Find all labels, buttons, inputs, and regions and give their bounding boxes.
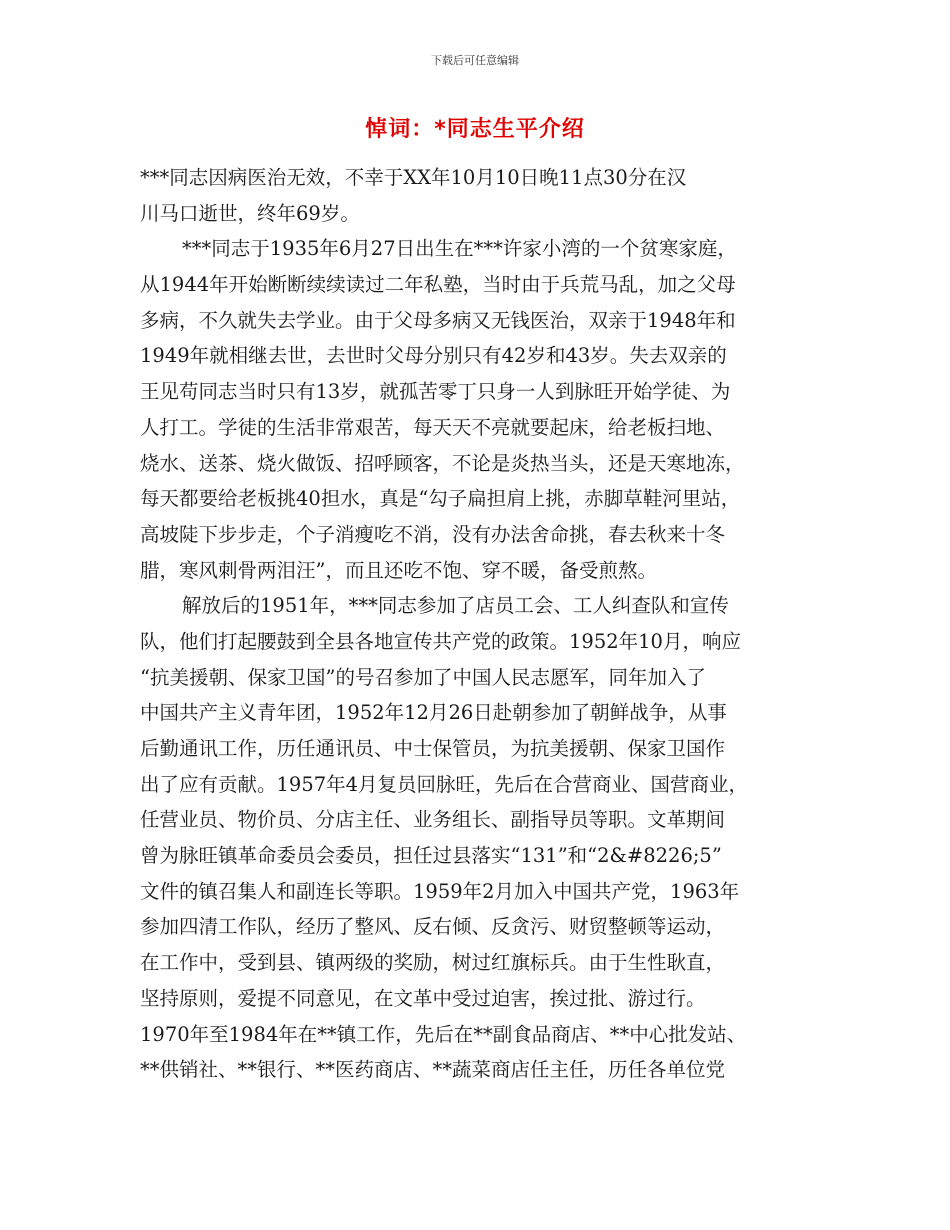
- text-line: ***同志于1935年6月27日出生在***许家小湾的一个贫寒家庭，: [182, 237, 737, 261]
- text-line: 在工作中，受到县、镇两级的奖励，树过红旗标兵。由于生性耿直，: [140, 951, 726, 975]
- text-line: 1949年就相继去世，去世时父母分别只有42岁和43岁。失去双亲的: [140, 344, 727, 368]
- document-body: [140, 160, 812, 1088]
- text-line: 解放后的1951年，***同志参加了店员工会、工人纠查队和宣传: [182, 594, 729, 618]
- text-line: 从1944年开始断断续续读过二年私塾，当时由于兵荒马乱，加之父母: [140, 273, 736, 297]
- text-line: 坚持原则，爱提不同意见，在文革中受过迫害，挨过批、游过行。: [140, 986, 706, 1010]
- text-line: 曾为脉旺镇革命委员会委员，担任过县落实“131”和“2&#8226;5”: [140, 844, 722, 868]
- text-line: 川马口逝世，终年69岁。: [140, 201, 360, 225]
- text-line: 1970年至1984年在**镇工作，先后在**副食品商店、**中心批发站、: [140, 1022, 747, 1046]
- text-line: 烧水、送茶、烧火做饭、招呼顾客，不论是炎热当头，还是天寒地冻，: [140, 451, 745, 475]
- text-line: 任营业员、物价员、分店主任、业务组长、副指导员等职。文革期间: [140, 808, 726, 832]
- page-header: 下载后可任意编辑: [431, 54, 519, 67]
- text-line: ***同志因病医治无效，不幸于XX年10月10日晚11点30分在汉: [140, 166, 687, 189]
- text-line: **供销社、**银行、**医药商店、**蔬菜商店任主任，历任各单位党: [140, 1058, 726, 1082]
- text-line: 人打工。学徒的生活非常艰苦，每天天不亮就要起床，给老板扫地、: [140, 415, 726, 439]
- text-line: 出了应有贡献。1957年4月复员回脉旺，先后在合营商业、国营商业，: [140, 772, 749, 796]
- text-line: 后勤通讯工作，历任通讯员、中士保管员，为抗美援朝、保家卫国作: [140, 737, 726, 760]
- text-line: 参加四清工作队，经历了整风、反右倾、反贪污、财贸整顿等运动，: [140, 915, 726, 939]
- text-line: 队，他们打起腰鼓到全县各地宣传共产党的政策。1952年10月，响应: [140, 629, 741, 653]
- text-line: “抗美援朝、保家卫国”的号召参加了中国人民志愿军，同年加入了: [140, 665, 706, 689]
- text-line: 文件的镇召集人和副连长等职。1959年2月加入中国共产党，1963年: [140, 879, 740, 903]
- text-line: 王见苟同志当时只有13岁，就孤苦零丁只身一人到脉旺开始学徒、为: [140, 380, 731, 404]
- text-line: 中国共产主义青年团，1952年12月26日赴朝参加了朝鲜战争，从事: [140, 701, 727, 725]
- document-title: 悼词：*同志生平介绍: [365, 117, 585, 142]
- text-line: 每天都要给老板挑40担水，真是“勾子扁担肩上挑，赤脚草鞋河里站，: [140, 487, 741, 511]
- text-line: 高坡陡下步步走，个子消瘦吃不消，没有办法舍命挑，春去秋来十冬: [140, 522, 726, 546]
- text-line: 多病，不久就失去学业。由于父母多病又无钱医治，双亲于1948年和: [140, 308, 736, 332]
- text-line: 腊，寒风刺骨两泪汪”，而且还吃不饱、穿不暖，备受煎熬。: [140, 558, 657, 582]
